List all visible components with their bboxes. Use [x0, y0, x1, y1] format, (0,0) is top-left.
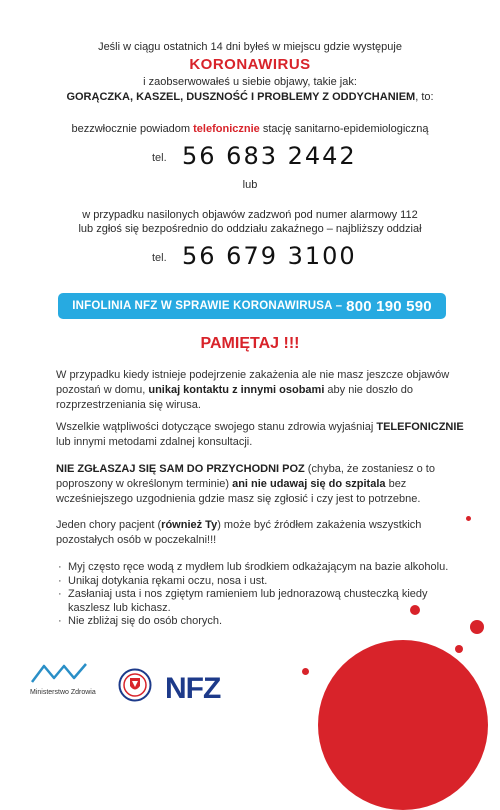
decorative-red-dot [455, 645, 463, 653]
p4-text-c: ) może być źródłem zakażenia wszystkich pozostałych osób w poczekalni!!! [56, 519, 422, 546]
decorative-red-dot [302, 668, 309, 675]
p1-text-c: aby nie doszło do rozprzestrzeniania się wirusa. [56, 384, 414, 411]
hygiene-list [58, 561, 458, 629]
intro-line-2: i zaobserwowałeś u siebie objawy, takie jak: [143, 76, 357, 88]
banner-number: 800 190 590 [346, 297, 432, 315]
or-text: lub [242, 179, 258, 191]
p3-bold-a: NIE ZGŁASZAJ SIĘ SAM DO PRZYCHODNI POZ [56, 463, 305, 475]
paragraph-stay-home [56, 368, 476, 413]
p1-bold: unikaj kontaktu z innymi osobami [148, 384, 325, 396]
symptoms-text: GORĄCZKA, KASZEL, DUSZNOŚĆ I PROBLEMY Z ODDYCHANIEM [66, 91, 416, 103]
tel2-number[interactable]: 56 679 3100 [176, 242, 363, 270]
intro-line-1: Jeśli w ciągu ostatnich 14 dni byłeś w miejscu gdzie występuje [98, 41, 402, 53]
symptoms-line [0, 90, 500, 104]
p3-text-b: (chyba, że zostaniesz o to poproszony w określonym terminie) [56, 463, 435, 490]
sanepid-emblem-icon [118, 668, 152, 702]
severe-line-1: w przypadku nasilonych objawów zadzwoń pod numer alarmowy 112 [82, 209, 418, 221]
list-item: · Zasłaniaj usta i nos zgiętym ramieniem lub jednorazową chusteczką kiedy kaszlesz lub kichasz. [58, 588, 458, 615]
banner-text: INFOLINIA NFZ W SPRAWIE KORONAWIRUSA – [72, 300, 343, 312]
nfz-logo: NFZ [165, 672, 221, 705]
p2-text-c: lub innymi metodami zdalnej konsultacji. [56, 436, 253, 448]
notify-line [0, 122, 500, 136]
decorative-red-dot [466, 516, 471, 521]
p2-bold: TELEFONICZNIE [376, 421, 464, 433]
p2-text-a: Wszelkie wątpliwości dotyczące swojego stanu zdrowia wyjaśniaj [56, 421, 377, 433]
decorative-red-dot [470, 620, 484, 634]
paragraph-no-clinic [56, 462, 476, 507]
nfz-hotline-banner[interactable] [58, 293, 446, 319]
tel2-label: tel. [152, 252, 167, 264]
symptoms-suffix: , to: [415, 91, 434, 103]
ministry-logo [30, 662, 96, 696]
decorative-red-circle [318, 640, 488, 810]
notify-prefix: bezzwłocznie powiadom [71, 123, 194, 135]
notify-suffix: stację sanitarno-epidemiologiczną [259, 123, 429, 135]
decorative-red-dot [410, 605, 420, 615]
tel1-label: tel. [152, 152, 167, 164]
p4-text-a: Jeden chory pacjent ( [56, 519, 162, 531]
list-item: · Myj często ręce wodą z mydłem lub środkiem odkażającym na bazie alkoholu. [58, 561, 458, 575]
p4-bold: również Ty [161, 519, 218, 531]
paragraph-phone-consult [56, 420, 476, 450]
p3-bold-c: ani nie udawaj się do szpitala [232, 478, 386, 490]
tel1-number[interactable]: 56 683 2442 [176, 142, 363, 170]
list-item: · Unikaj dotykania rękami oczu, nosa i ust. [58, 575, 458, 589]
notify-bold: telefonicznie [193, 123, 260, 135]
paragraph-patient-source [56, 518, 476, 548]
ministry-wave-icon [30, 662, 90, 684]
remember-heading: PAMIĘTAJ !!! [200, 335, 300, 352]
ministry-caption: Ministerstwo Zdrowia [30, 689, 96, 696]
virus-heading: KORONAWIRUS [189, 56, 311, 73]
severe-line-2: lub zgłoś się bezpośrednio do oddziału zakaźnego – najbliższy oddział [78, 223, 422, 235]
p1-text-a: W przypadku kiedy istnieje podejrzenie zakażenia ale nie masz jeszcze objawów pozostań w domu, [56, 369, 450, 396]
list-item: · Nie zbliżaj się do osób chorych. [58, 615, 458, 629]
p3-text-d: bez wcześniejszego uzgodnienia gdzie masz się zgłosić i czy jest to potrzebne. [56, 478, 421, 505]
